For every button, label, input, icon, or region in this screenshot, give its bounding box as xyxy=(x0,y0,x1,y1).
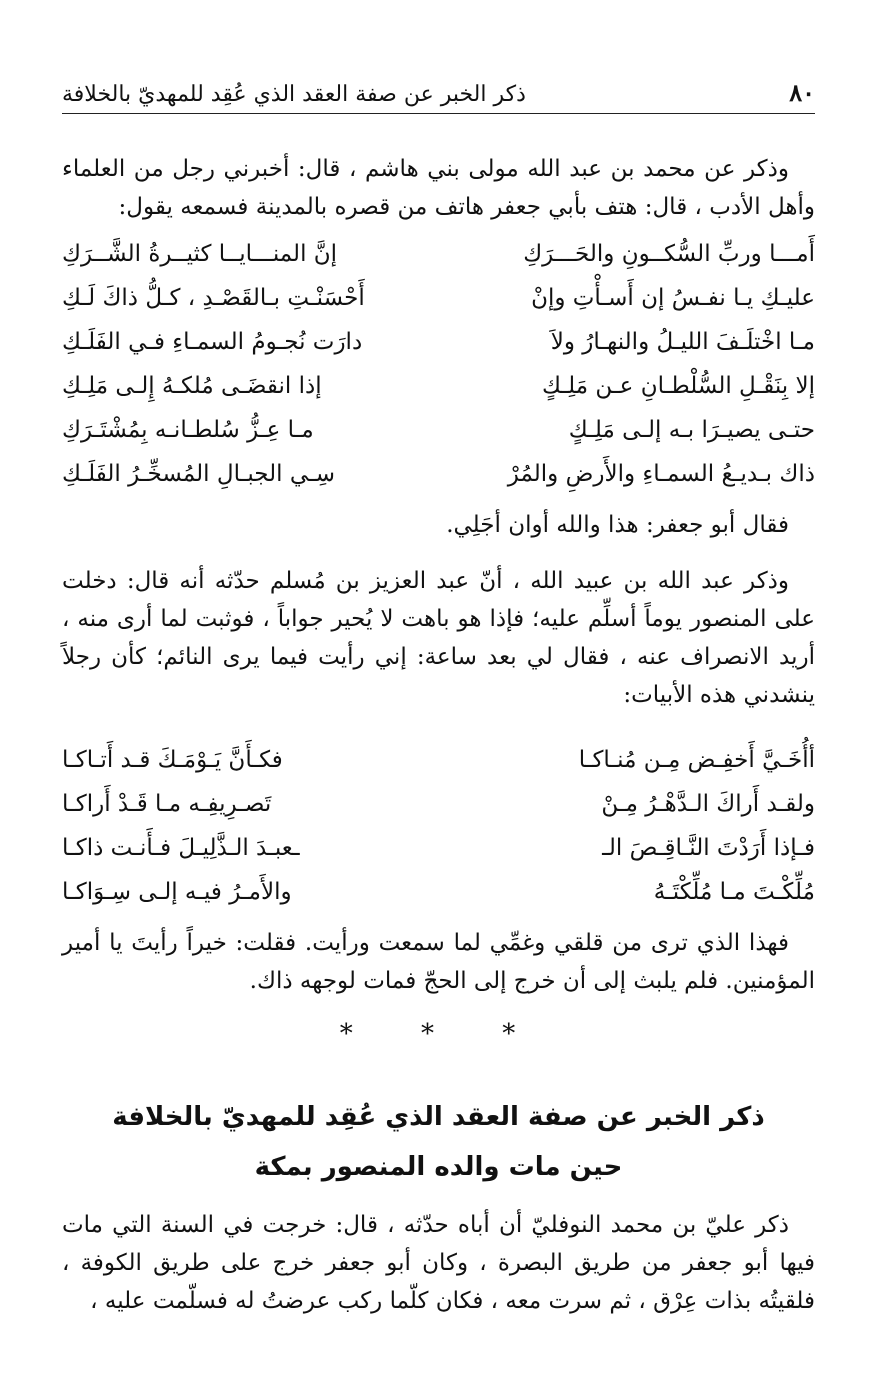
paragraph-text: وذكر عبد الله بن عبيد الله ، أنّ عبد العزيز بن مُسلم حدّثه أنه قال: دخلت على المنصور يوماً أسلِّم عليه؛ فإذا هو باهت لا يُحير جواباً ، فوثبت لما أرى منه ، أريد الانصراف عنه ، فقال لي بعد ساعة: إني رأيت فيما يرى النائم؛ كأن رجلاً ينشدني هذه الأبيات: xyxy=(62,568,815,708)
paragraph-text: فقال أبو جعفر: هذا والله أوان أجَلِي. xyxy=(446,512,789,538)
verse-first-hemistich: حتـى يصيـرَا بـه إلـى مَلِـكٍ xyxy=(568,417,815,443)
verse-first-hemistich: إلا بِنَقْـلِ السُّلْطـانِ عـن مَلِـكٍ xyxy=(542,373,815,399)
verse-line xyxy=(62,870,815,914)
verse-first-hemistich: عليـكِ يـا نفـسُ إن أَسـأْتِ وإنْ xyxy=(531,285,815,311)
verse-line xyxy=(62,232,815,276)
verse-line xyxy=(62,364,815,408)
verse-second-hemistich: إذا انقضَـى مُلكـهُ إِلـى مَلِـكِ xyxy=(62,373,322,399)
verse-line xyxy=(62,738,815,782)
verse-second-hemistich: دارَت نُجـومُ السمـاءِ فـي الفَلَـكِ xyxy=(62,329,363,355)
paragraph-5 xyxy=(62,1206,815,1320)
poem-1 xyxy=(62,232,815,496)
verse-second-hemistich: والأَمـرُ فيـه إلـى سِـوَاكـا xyxy=(62,879,292,905)
verse-second-hemistich: إنَّ المنـــايــا كثيــرةُ الشَّــرَكِ xyxy=(62,241,338,267)
verse-line xyxy=(62,782,815,826)
verse-first-hemistich: مُلِّكْـتَ مـا مُلِّكْتَـهُ xyxy=(653,879,815,905)
verse-first-hemistich: مـا اخْتلَـفَ الليـلُ والنهـارُ ولاَ xyxy=(550,329,815,355)
paragraph-4 xyxy=(62,924,815,1000)
verse-second-hemistich: ـعبـدَ الـذَّلِيـلَ فـأَنـت ذاكـا xyxy=(62,835,300,861)
poem-2 xyxy=(62,738,815,914)
section-title-line-2: حين مات والده المنصور بمكة xyxy=(254,1152,623,1182)
paragraph-3 xyxy=(62,562,815,714)
verse-second-hemistich: فكـأَنَّ يَـوْمَـكَ قـد أَتـاكـا xyxy=(62,747,283,773)
paragraph-1 xyxy=(62,150,815,226)
verse-line xyxy=(62,408,815,452)
verse-first-hemistich: فـإذا أَرَدْتَ النَّـاقِـصَ الـ xyxy=(602,835,815,861)
section-title-line-1: ذكر الخبر عن صفة العقد الذي عُقِد للمهديّ بالخلافة xyxy=(112,1102,765,1132)
verse-second-hemistich: أَحْسَنْـتِ بـالقَصْـدِ ، كـلُّ ذاكَ لَـكِ xyxy=(62,285,365,311)
running-header xyxy=(62,80,815,114)
verse-first-hemistich: أأُخَـيَّ أَخفِـض مِـن مُنـاكـا xyxy=(578,747,815,773)
verse-first-hemistich: ذاك بـديـعُ السمـاءِ والأَرضِ والمُرْ xyxy=(507,461,815,487)
verse-second-hemistich: مـا عِـزُّ سُلطـانـه بِمُشْتَـرَكِ xyxy=(62,417,314,443)
verse-line xyxy=(62,320,815,364)
verse-first-hemistich: ولقـد أَراكَ الـدَّهْـرُ مِـنْ xyxy=(601,791,815,817)
paragraph-text: ذكر عليّ بن محمد النوفليّ أن أباه حدّثه ، قال: خرجت في السنة التي مات فيها أبو جعفر من طريق البصرة ، وكان أبو جعفر خرج على طريق الكوفة ، فلقيتُه بذات عِرْق ، ثم سرت معه ، فكان كلّما ركب عرضتُ له فسلّمت عليه ، xyxy=(62,1212,815,1314)
verse-line xyxy=(62,452,815,496)
verse-second-hemistich: سِـي الجبـالِ المُسخِّـرُ الفَلَـكِ xyxy=(62,461,336,487)
page-number: ٨٠ xyxy=(789,78,815,107)
paragraph-text: فهذا الذي ترى من قلقي وغمِّي لما سمعت ورأيت. فقلت: خيراً رأيتَ يا أمير المؤمنين. فلم يلبث إلى أن خرج إلى الحجّ فمات لوجهه ذاك. xyxy=(62,930,815,994)
running-title: ذكر الخبر عن صفة العقد الذي عُقِد للمهديّ بالخلافة xyxy=(62,82,526,107)
verse-line xyxy=(62,826,815,870)
paragraph-2 xyxy=(62,506,815,544)
paragraph-text: وذكر عن محمد بن عبد الله مولى بني هاشم ، قال: أخبرني رجل من العلماء وأهل الأدب ، قال: هتف بأبي جعفر هاتف من قصره بالمدينة فسمعه يقول: xyxy=(62,156,815,220)
verse-line xyxy=(62,276,815,320)
verse-second-hemistich: تَصـرِيفِـه مـا قَـدْ أَراكـا xyxy=(62,791,272,817)
section-separator: * * * xyxy=(339,1019,546,1049)
verse-first-hemistich: أَمـــا وربِّ السُّكــونِ والحَـــرَكِ xyxy=(523,241,815,267)
